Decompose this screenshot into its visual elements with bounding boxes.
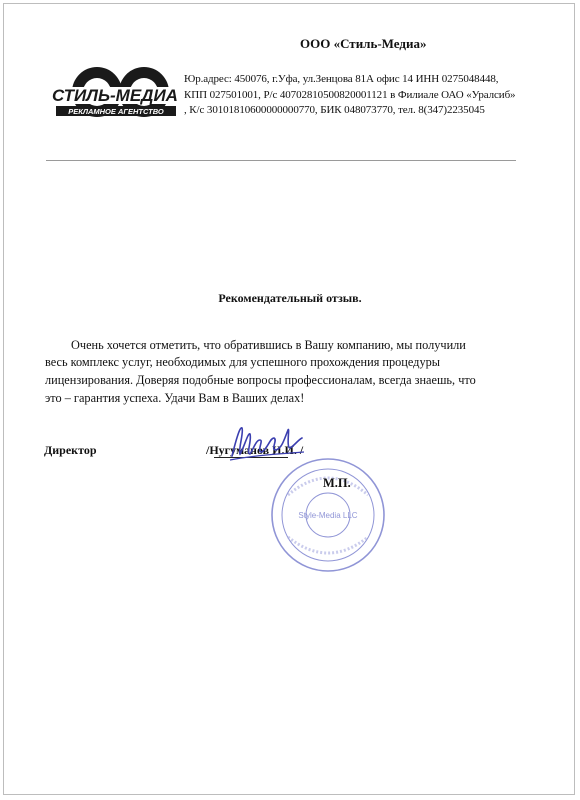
seal-placeholder: М.П. xyxy=(323,476,351,490)
letter-text-line: это – гарантия успеха. Удачи Вам в Ваших делах! xyxy=(45,391,305,405)
requisites-line: Юр.адрес: 450076, г.Уфа, ул.Зенцова 81А офис 14 ИНН 0275048448, xyxy=(184,73,499,85)
letter-title: Рекомендательный отзыв. xyxy=(218,291,362,305)
logo-tagline: РЕКЛАМНОЕ АГЕНТСТВО xyxy=(68,107,164,116)
logo-brand-text: СТИЛЬ-МЕДИА xyxy=(52,86,178,105)
stamp-text: Style-Media LLC xyxy=(298,511,358,520)
handwritten-signature xyxy=(226,418,306,466)
header-divider xyxy=(46,160,516,161)
requisites-line: , К/с 30101810600000000770, БИК 048073770, тел. 8(347)2235045 xyxy=(184,104,485,116)
signer-name: /Нугуманов И.И. / xyxy=(206,443,304,457)
requisites-line: КПП 027501001, Р/с 40702810500820001121 в Филиале ОАО «Уралсиб» xyxy=(184,89,516,101)
letter-text-line: весь комплекс услуг, необходимых для успешного прохождения процедуры xyxy=(45,355,440,369)
letter-text-line: лицензирования. Доверяя подобные вопросы профессионалам, всегда знаешь, что xyxy=(45,373,476,387)
company-name: ООО «Стиль-Медиа» xyxy=(300,36,427,51)
signer-position: Директор xyxy=(44,443,97,457)
company-stamp xyxy=(268,455,388,575)
letter-text-line: Очень хочется отметить, что обратившись в Вашу компанию, мы получили xyxy=(71,338,466,352)
company-logo xyxy=(40,62,190,132)
